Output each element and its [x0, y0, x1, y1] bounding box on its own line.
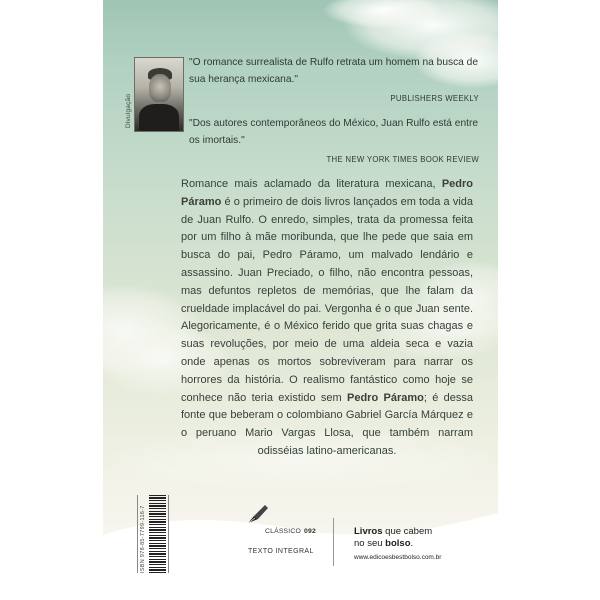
tagline-part: Livros [354, 526, 383, 537]
tagline-part: no seu [354, 538, 386, 549]
barcode-bars [149, 495, 166, 573]
quote-nyt-book-review [189, 115, 479, 168]
tagline-part: bolso [385, 538, 411, 549]
back-cover [103, 0, 498, 600]
classic-label: CLÁSSICO [265, 528, 301, 535]
footer-divider [333, 518, 334, 566]
isbn-text: ISBN 978-85-7799-116-7 [140, 505, 146, 573]
quote-publishers-weekly [189, 54, 479, 107]
author-photo [134, 57, 184, 132]
quote-source: PUBLISHERS WEEKLY [390, 94, 479, 103]
quote-text: "Dos autores contemporâneos do México, Juan Rulfo está entre os imortais." [189, 118, 479, 146]
photo-credit: Divulgação [125, 93, 132, 128]
synopsis-text [181, 176, 473, 461]
classic-series-label [265, 528, 316, 535]
fountain-pen-icon [245, 503, 269, 525]
tagline-part: que cabem [382, 526, 433, 537]
edition-label: TEXTO INTEGRAL [248, 548, 314, 555]
quote-source: THE NEW YORK TIMES BOOK REVIEW [326, 155, 479, 164]
book-title: Pedro Páramo [181, 178, 473, 208]
isbn-barcode [137, 495, 169, 573]
publisher-website: www.edicoesbestbolso.com.br [354, 554, 442, 561]
publisher-tagline [354, 526, 474, 550]
tagline-part: . [410, 538, 414, 549]
classic-number: 092 [303, 528, 316, 535]
synopsis-part: ; é dessa fonte que beberam o colombiano Gabriel García Márquez e o peruano Mario Vargas Llosa, que também narram odisséias latino-americanas. [181, 391, 473, 457]
book-title: Pedro Páramo [347, 391, 424, 404]
synopsis-part: é o primeiro de dois livros lançados em toda a vida de Juan Rulfo. O enredo, simples, trata da promessa feita por um filho à mãe moribunda, que lhe pede que saia em busca do pai, Pedro Páramo, um malvado lendário e assassino. Juan Preciado, o filho, não encontra pessoas, mas defuntos repletos de memórias, que lhe falam da crueldade implacável do pai. Vergonha é o que Juan sente. Alegoricamente, é o México ferido que grita suas chagas e suas revoluções, por meio de uma aldeia seca e vazia onde apenas os mortos sobreviveram para narrar os horrores da história. O realismo fantástico como hoje se conhece não teria existido sem [181, 195, 473, 404]
synopsis-part: Romance mais aclamado da literatura mexicana, [181, 178, 442, 190]
quote-text: "O romance surrealista de Rulfo retrata um homem na busca de sua herança mexicana." [189, 57, 479, 85]
